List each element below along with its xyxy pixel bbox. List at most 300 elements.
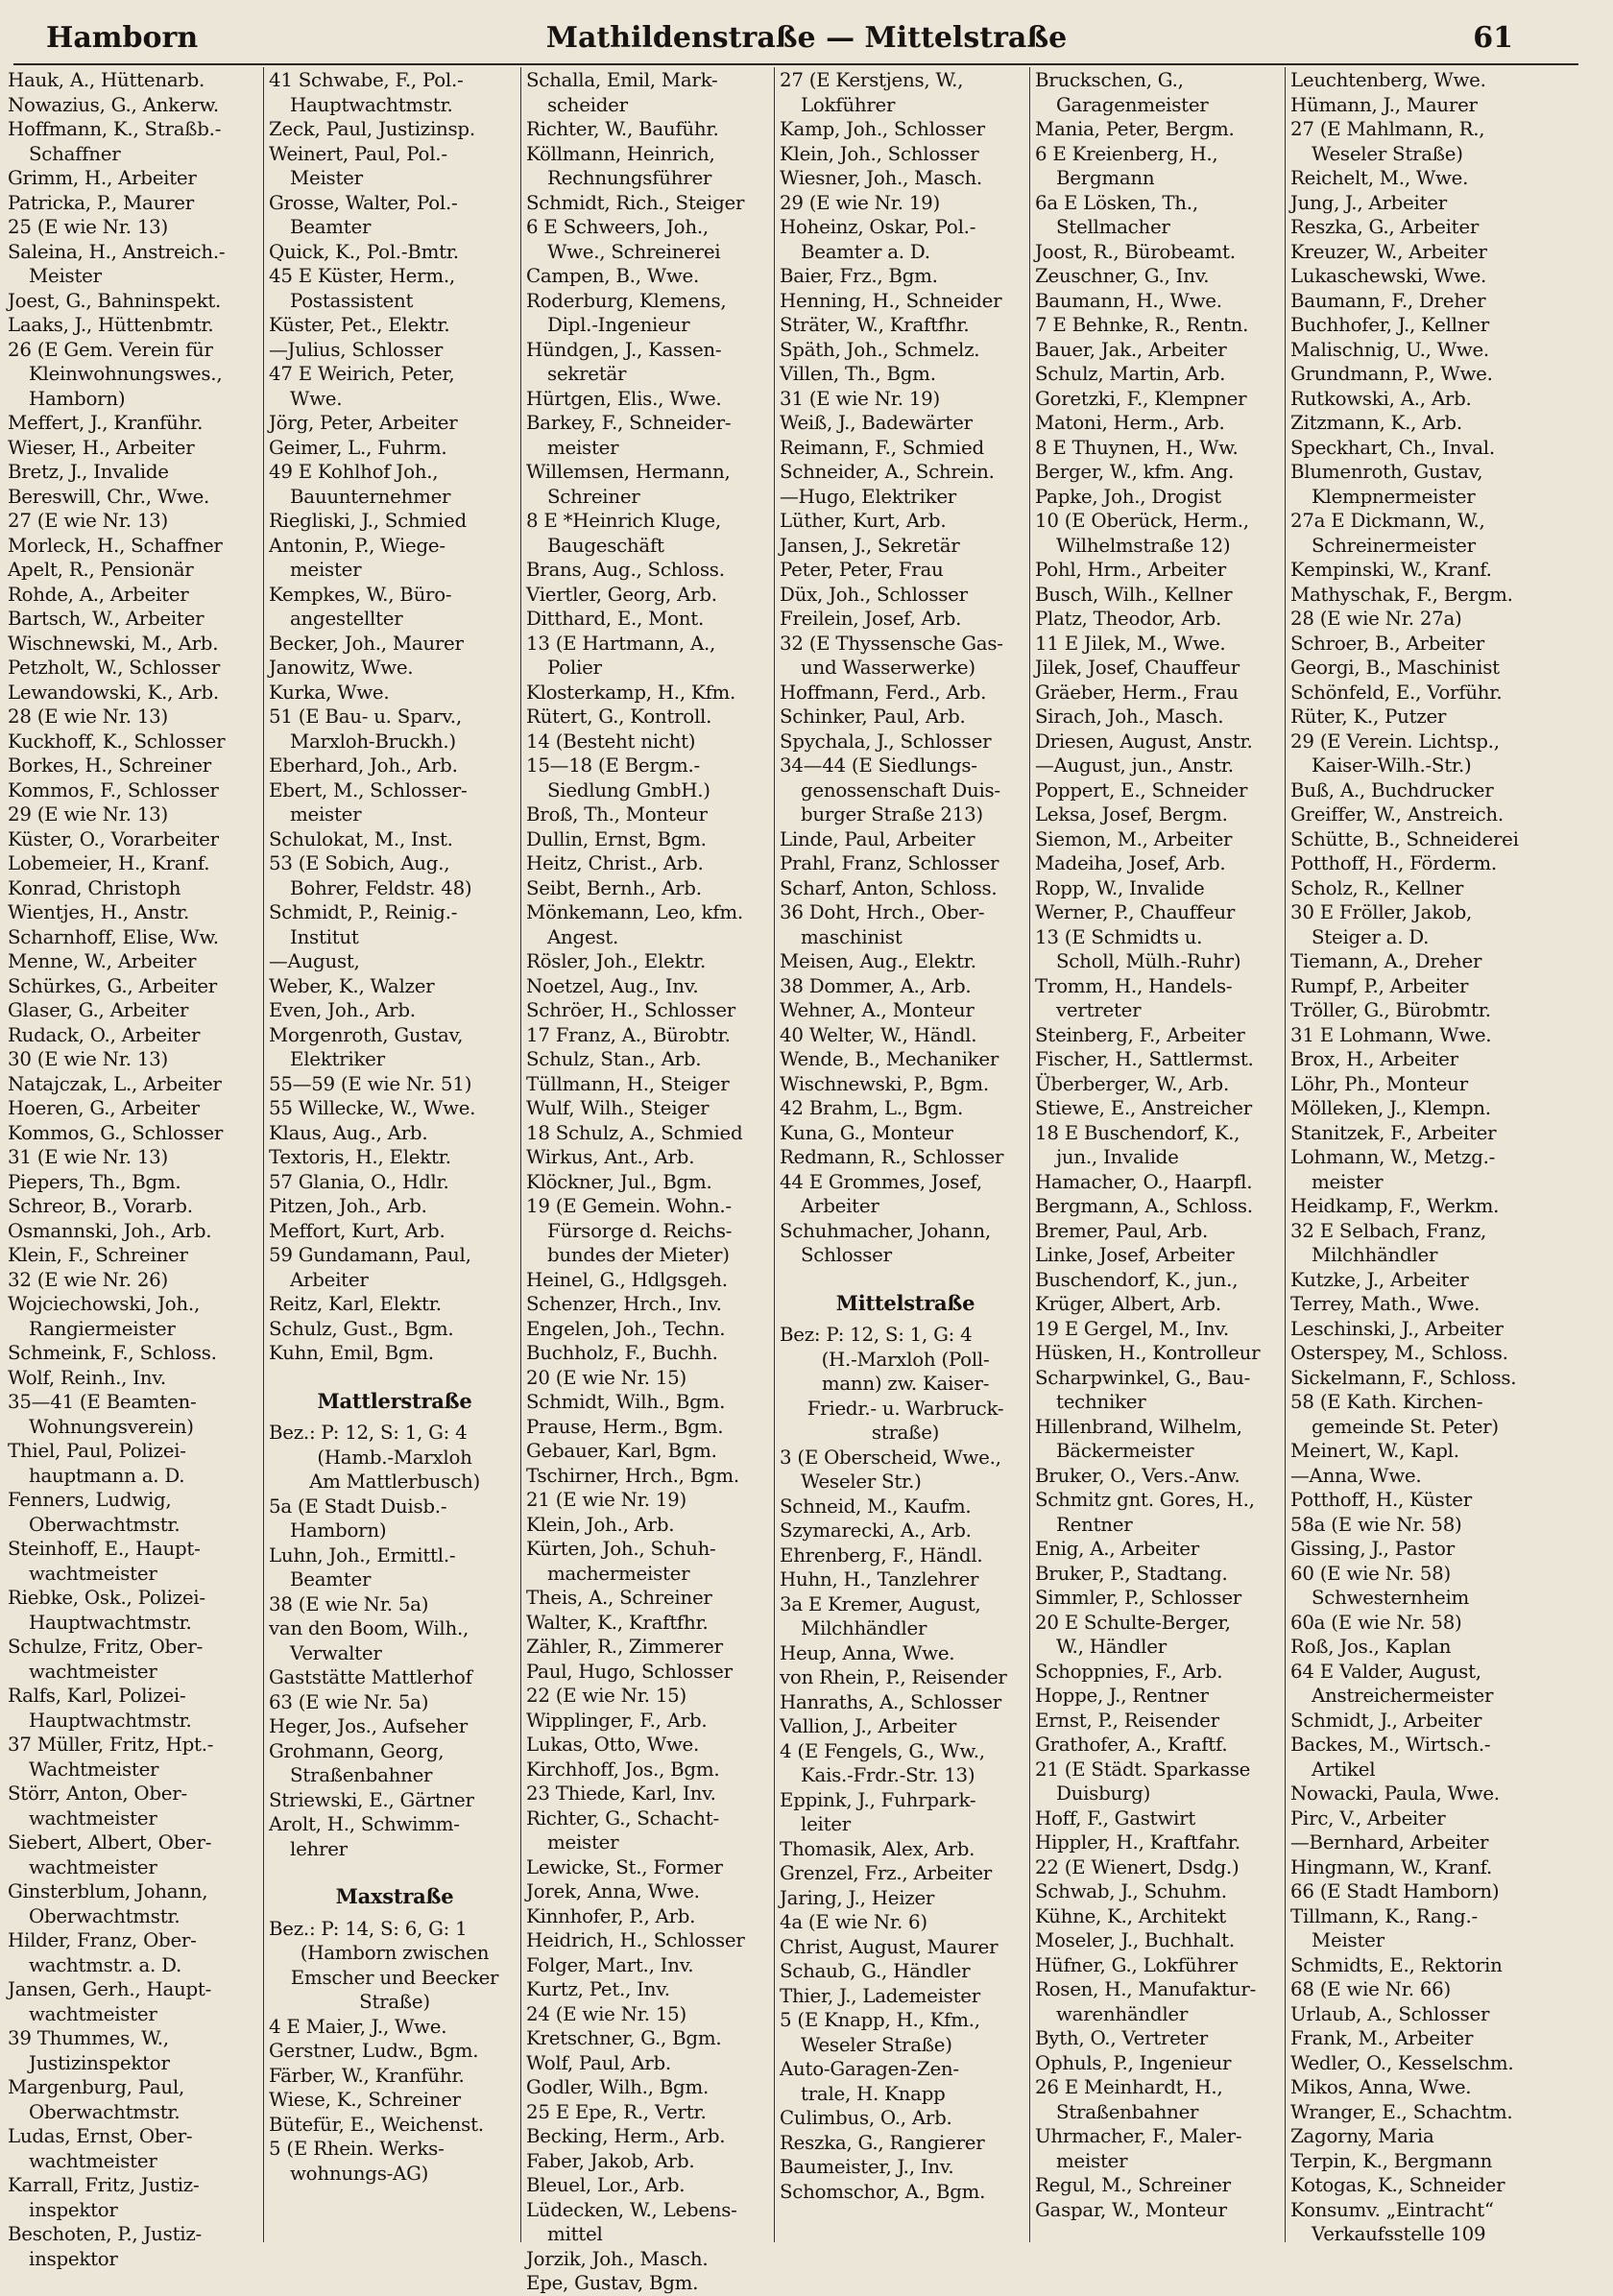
entry-continuation: wachtmeister	[29, 2002, 157, 2025]
entry-line: 29 (E wie Nr. 19)	[780, 191, 940, 214]
entry-line: Wiesner, Joh., Masch.	[780, 167, 982, 189]
entry-line: Walter, K., Kraftfhr.	[526, 1611, 709, 1634]
district-info: Bez.: P: 14, S: 6, G: 1	[269, 1917, 468, 1940]
entry-line: Hoffmann, Ferd., Arb.	[780, 681, 987, 704]
entry-line: Sträter, W., Kraftfhr.	[780, 314, 970, 336]
entry-line: Gaststätte Mattlerhof	[269, 1666, 472, 1688]
entry-line: Buß, A., Buchdrucker	[1290, 778, 1494, 801]
entry-continuation: W., Händler	[1056, 1636, 1167, 1658]
entry-line: Peter, Peter, Frau	[780, 559, 944, 581]
entry-line: 21 (E Städt. Sparkasse	[1035, 1758, 1251, 1781]
entry-line: Kuna, G., Monteur	[780, 1121, 953, 1144]
entry-line: —Hugo, Elektriker	[780, 485, 957, 508]
entry-line: Lüdecken, W., Lebens-	[526, 2198, 737, 2221]
entry-line: Konrad, Christoph	[8, 876, 181, 899]
entry-line: Joost, R., Bürobeamt.	[1035, 240, 1236, 263]
street-location: Am Mattlerbusch)	[309, 1471, 480, 1493]
entry-line: 32 E Selbach, Franz,	[1290, 1219, 1487, 1242]
entry-line: Hoeren, G., Arbeiter	[8, 1097, 200, 1119]
entry-line: Becking, Herm., Arb.	[526, 2125, 726, 2147]
entry-line: 31 E Lohmann, Wwe.	[1290, 1023, 1492, 1046]
entry-line: Weber, K., Walzer	[269, 974, 435, 997]
entry-continuation: Siedlung GmbH.)	[547, 778, 710, 801]
entry-continuation: Beamter	[290, 1568, 372, 1590]
entry-line: Hingmann, W., Kranf.	[1290, 1855, 1492, 1878]
entry-line: Folger, Mart., Inv.	[526, 1953, 694, 1976]
directory-column-2	[269, 68, 520, 2245]
entry-line: Poppert, E., Schneider	[1035, 778, 1248, 801]
entry-line: Kotogas, K., Schneider	[1290, 2174, 1505, 2196]
entry-line: Zeuschner, G., Inv.	[1035, 265, 1210, 287]
entry-line: Ginsterblum, Johann,	[8, 1880, 208, 1902]
entry-line: Kutzke, J., Arbeiter	[1290, 1268, 1469, 1291]
entry-line: Thiel, Paul, Polizei-	[8, 1440, 186, 1462]
street-location: (H.-Marxloh (Poll-	[821, 1348, 990, 1371]
entry-line: Lukaschewski, Wwe.	[1290, 265, 1487, 287]
entry-line: Weiß, J., Badewärter	[780, 412, 973, 434]
entry-line: Enig, A., Arbeiter	[1035, 1538, 1199, 1560]
entry-line: 13 (E Schmidts u.	[1035, 925, 1203, 948]
entry-line: Madeiha, Josef, Arb.	[1035, 852, 1226, 874]
entry-line: 30 E Fröller, Jakob,	[1290, 901, 1473, 923]
entry-line: Redmann, R., Schlosser	[780, 1146, 1004, 1168]
entry-line: Schmitz gnt. Gores, H.,	[1035, 1489, 1255, 1511]
entry-line: Zeck, Paul, Justizinsp.	[269, 118, 475, 140]
entry-line: 40 Welter, W., Händl.	[780, 1023, 977, 1046]
entry-line: Simmler, P., Schlosser	[1035, 1587, 1242, 1609]
street-heading: Mittelstraße	[835, 1290, 975, 1315]
entry-line: Mölleken, J., Klempn.	[1290, 1097, 1491, 1119]
entry-line: Schoppnies, F., Arb.	[1035, 1660, 1223, 1683]
entry-line: Bütefür, E., Weichenst.	[269, 2113, 484, 2136]
entry-line: Uhrmacher, F., Maler-	[1035, 2125, 1242, 2147]
entry-line: Buschendorf, K., jun.,	[1035, 1268, 1239, 1291]
entry-line: 31 (E wie Nr. 13)	[8, 1146, 168, 1168]
entry-line: Henning, H., Schneider	[780, 289, 1002, 312]
entry-line: 28 (E wie Nr. 13)	[8, 706, 168, 728]
entry-line: Baumann, F., Dreher	[1290, 289, 1486, 312]
street-heading: Mattlerstraße	[317, 1388, 472, 1413]
entry-line: 26 E Meinhardt, H.,	[1035, 2076, 1223, 2098]
entry-line: Rohde, A., Arbeiter	[8, 583, 189, 606]
entry-line: Theis, A., Schreiner	[526, 1587, 712, 1609]
entry-continuation: Garagenmeister	[1056, 93, 1209, 116]
entry-continuation: Beamter	[290, 216, 372, 238]
entry-continuation: Stellmacher	[1056, 216, 1170, 238]
entry-line: Prahl, Franz, Schlosser	[780, 852, 999, 874]
entry-line: Joest, G., Bahninspekt.	[8, 289, 222, 312]
entry-line: Morleck, H., Schaffner	[8, 534, 223, 557]
entry-line: Christ, August, Maurer	[780, 1935, 999, 1958]
street-location: mann) zw. Kaiser-	[821, 1373, 990, 1395]
entry-line: Huhn, H., Tanzlehrer	[780, 1568, 979, 1590]
entry-continuation: und Wasserwerke)	[801, 657, 975, 679]
entry-line: Byth, O., Vertreter	[1035, 2027, 1209, 2049]
entry-line: Paul, Hugo, Schlosser	[526, 1660, 733, 1683]
entry-line: Ditthard, E., Mont.	[526, 608, 705, 630]
entry-continuation: Oberwachtmstr.	[29, 2100, 181, 2123]
entry-line: 60 (E wie Nr. 58)	[1290, 1562, 1451, 1585]
entry-line: Schmidt, J., Arbeiter	[1290, 1709, 1482, 1732]
district-info: Bez: P: 12, S: 1, G: 4	[780, 1324, 973, 1346]
entry-line: Reimann, F., Schmied	[780, 436, 984, 459]
entry-line: 55 Willecke, W., Wwe.	[269, 1097, 476, 1119]
column-divider	[774, 67, 775, 2242]
entry-line: 27a E Dickmann, W.,	[1290, 510, 1485, 532]
entry-line: Margenburg, Paul,	[8, 2076, 185, 2098]
entry-line: Grosse, Walter, Pol.-	[269, 191, 458, 214]
entry-line: Lewicke, St., Former	[526, 1855, 723, 1878]
entry-line: Konsumv. „Eintracht“	[1290, 2198, 1494, 2221]
entry-line: Wischnewski, P., Bgm.	[780, 1072, 989, 1095]
entry-line: Stiewe, E., Anstreicher	[1035, 1097, 1252, 1119]
entry-line: Reitz, Karl, Elektr.	[269, 1293, 442, 1315]
entry-line: Lohmann, W., Metzg.-	[1290, 1146, 1496, 1168]
directory-column-6	[1290, 68, 1542, 2245]
entry-line: Urlaub, A., Schlosser	[1290, 2002, 1490, 2025]
entry-continuation: Scholl, Mülh.-Ruhr)	[1056, 950, 1241, 972]
entry-line: Pohl, Hrm., Arbeiter	[1035, 559, 1226, 581]
entry-line: Buchhofer, J., Kellner	[1290, 314, 1489, 336]
entry-line: Jorek, Anna, Wwe.	[526, 1880, 700, 1902]
entry-continuation: Wwe., Schreinerei	[547, 240, 721, 263]
street-location: Emscher und Beecker	[290, 1966, 499, 1989]
entry-line: 8 E *Heinrich Kluge,	[526, 510, 721, 532]
entry-line: Tschirner, Hrch., Bgm.	[526, 1464, 739, 1487]
entry-line: Jaring, J., Heizer	[780, 1886, 935, 1909]
entry-line: 24 (E wie Nr. 15)	[526, 2002, 686, 2025]
entry-line: 34—44 (E Siedlungs-	[780, 754, 977, 777]
entry-line: 28 (E wie Nr. 27a)	[1290, 608, 1462, 630]
entry-continuation: Baugeschäft	[547, 534, 664, 557]
entry-line: Wehner, A., Monteur	[780, 999, 975, 1021]
entry-line: Sirach, Joh., Masch.	[1035, 706, 1224, 728]
entry-line: Terrey, Math., Wwe.	[1290, 1293, 1481, 1315]
directory-column-1	[8, 68, 259, 2270]
entry-line: Baier, Frz., Bgm.	[780, 265, 938, 287]
entry-continuation: techniker	[1056, 1391, 1146, 1413]
entry-line: Lewandowski, K., Arb.	[8, 681, 219, 704]
entry-line: Bremer, Paul, Arb.	[1035, 1219, 1209, 1242]
entry-line: Siebert, Albert, Ober-	[8, 1831, 212, 1854]
entry-line: Seibt, Bernh., Arb.	[526, 876, 702, 899]
entry-continuation: Meister	[1312, 1929, 1384, 1951]
entry-line: Späth, Joh., Schmelz.	[780, 338, 980, 361]
entry-line: 29 (E wie Nr. 13)	[8, 803, 168, 825]
entry-line: 19 E Gergel, M., Inv.	[1035, 1317, 1229, 1340]
entry-line: Viertler, Georg, Arb.	[526, 583, 717, 606]
entry-continuation: Straßenbahner	[290, 1764, 433, 1786]
entry-line: Schönfeld, E., Vorführ.	[1290, 681, 1503, 704]
entry-line: —Julius, Schlosser	[269, 338, 444, 361]
entry-line: Schreor, B., Vorarb.	[8, 1195, 193, 1217]
entry-line: Broß, Th., Monteur	[526, 803, 708, 825]
entry-continuation: wachtmeister	[29, 1660, 157, 1683]
entry-line: Schwab, J., Schuhm.	[1035, 1880, 1227, 1902]
entry-line: Textoris, H., Elektr.	[269, 1146, 451, 1168]
entry-line: Lobemeier, H., Kranf.	[8, 852, 210, 874]
entry-line: Bauer, Jak., Arbeiter	[1035, 338, 1227, 361]
entry-line: Hippler, H., Kraftfahr.	[1035, 1831, 1240, 1854]
entry-line: Löhr, Ph., Monteur	[1290, 1072, 1468, 1095]
entry-line: Stanitzek, F., Arbeiter	[1290, 1121, 1497, 1144]
entry-line: Striewski, E., Gärtner	[269, 1788, 474, 1811]
entry-line: Schmidts, E., Rektorin	[1290, 1953, 1503, 1976]
entry-line: Klein, Joh., Schlosser	[780, 142, 979, 165]
entry-line: Potthoff, H., Küster	[1290, 1489, 1472, 1511]
entry-line: Kinnhofer, P., Arb.	[526, 1904, 696, 1927]
entry-continuation: Milchhändler	[1312, 1244, 1438, 1266]
entry-line: Tiemann, A., Dreher	[1290, 950, 1482, 972]
entry-line: Kirchhoff, Jos., Bgm.	[526, 1758, 720, 1781]
entry-line: Meffort, Kurt, Arb.	[269, 1219, 445, 1242]
entry-line: Wischnewski, M., Arb.	[8, 632, 219, 655]
entry-line: Störr, Anton, Ober-	[8, 1782, 187, 1805]
entry-line: Küster, Pet., Elektr.	[269, 314, 450, 336]
entry-line: Heidkamp, F., Werkm.	[1290, 1195, 1500, 1217]
entry-line: Hürtgen, Elis., Wwe.	[526, 387, 722, 410]
entry-line: Bruckschen, G.,	[1035, 69, 1184, 91]
entry-line: Überberger, W., Arb.	[1035, 1072, 1229, 1095]
entry-line: Papke, Joh., Drogist	[1035, 485, 1221, 508]
entry-line: Tüllmann, H., Steiger	[526, 1072, 730, 1095]
entry-continuation: Elektriker	[290, 1048, 385, 1070]
entry-line: Klöckner, Jul., Bgm.	[526, 1170, 712, 1193]
entry-line: 6 E Kreienberg, H.,	[1035, 142, 1218, 165]
entry-line: 8 E Thuynen, H., Ww.	[1035, 436, 1239, 459]
entry-line: Färber, W., Kranführ.	[269, 2064, 465, 2087]
entry-line: 32 (E Thyssensche Gas-	[780, 632, 1003, 655]
entry-line: 53 (E Sobich, Aug.,	[269, 852, 450, 874]
entry-line: Bereswill, Chr., Wwe.	[8, 485, 210, 508]
entry-continuation: Lokführer	[801, 93, 896, 116]
entry-continuation: Hauptwachtmstr.	[290, 93, 453, 116]
entry-line: Hamacher, O., Haarpfl.	[1035, 1170, 1253, 1193]
entry-line: Hilder, Franz, Ober-	[8, 1929, 197, 1951]
entry-line: Arolt, H., Schwimm-	[269, 1813, 460, 1835]
entry-line: Fenners, Ludwig,	[8, 1489, 172, 1511]
entry-line: Wolf, Paul, Arb.	[526, 2051, 671, 2074]
entry-line: Blumenroth, Gustav,	[1290, 461, 1483, 483]
entry-line: Tillmann, K., Rang.-	[1290, 1904, 1478, 1927]
entry-continuation: Verwalter	[290, 1641, 382, 1664]
entry-line: Matoni, Herm., Arb.	[1035, 412, 1225, 434]
entry-line: Nowacki, Paula, Wwe.	[1290, 1782, 1500, 1805]
entry-line: Heidrich, H., Schlosser	[526, 1929, 745, 1951]
entry-line: Gebauer, Karl, Bgm.	[526, 1440, 717, 1462]
entry-line: Schalla, Emil, Mark-	[526, 69, 718, 91]
entry-line: Siemon, M., Arbeiter	[1035, 827, 1233, 850]
entry-line: 57 Glania, O., Hdlr.	[269, 1170, 449, 1193]
entry-continuation: vertreter	[1056, 999, 1142, 1021]
entry-line: Engelen, Joh., Techn.	[526, 1317, 726, 1340]
entry-line: Grimm, H., Arbeiter	[8, 167, 197, 189]
entry-line: Schmidt, Rich., Steiger	[526, 191, 745, 214]
entry-line: Berger, W., kfm. Ang.	[1035, 461, 1235, 483]
entry-line: 6a E Lösken, Th.,	[1035, 191, 1198, 214]
entry-line: Gerstner, Ludw., Bgm.	[269, 2040, 479, 2062]
entry-line: Eberhard, Joh., Arb.	[269, 754, 458, 777]
entry-line: Jilek, Josef, Chauffeur	[1035, 657, 1240, 679]
entry-line: Hüsken, H., Kontrolleur	[1035, 1342, 1261, 1364]
street-location: straße)	[871, 1422, 940, 1444]
entry-continuation: Bäckermeister	[1056, 1440, 1194, 1462]
entry-line: Kurtz, Pet., Inv.	[526, 1978, 670, 2000]
directory-column-4	[780, 68, 1031, 2245]
entry-line: Köllmann, Heinrich,	[526, 142, 715, 165]
entry-continuation: jun., Invalide	[1056, 1146, 1179, 1168]
entry-line: Wipplinger, F., Arb.	[526, 1709, 708, 1732]
entry-line: Schneider, A., Schrein.	[780, 461, 995, 483]
entry-continuation: hauptmann a. D.	[29, 1464, 185, 1487]
district-info: Bez.: P: 12, S: 1, G: 4	[269, 1422, 468, 1444]
entry-line: Bretz, J., Invalide	[8, 461, 169, 483]
entry-line: 19 (E Gemein. Wohn.-	[526, 1195, 732, 1217]
entry-line: 3a E Kremer, August,	[780, 1592, 981, 1615]
entry-line: 21 (E wie Nr. 19)	[526, 1489, 686, 1511]
entry-continuation: Weseler Straße)	[801, 2033, 952, 2056]
entry-continuation: bundes der Mieter)	[547, 1244, 730, 1266]
entry-line: 42 Brahm, L., Bgm.	[780, 1097, 964, 1119]
column-divider	[520, 67, 521, 2242]
entry-line: Geimer, L., Fuhrm.	[269, 436, 447, 459]
entry-continuation: machermeister	[547, 1562, 690, 1585]
entry-line: Baumeister, J., Inv.	[780, 2156, 954, 2178]
entry-line: Kommos, F., Schlosser	[8, 778, 219, 801]
entry-continuation: Hamborn)	[290, 1519, 387, 1542]
entry-continuation: Wachtmeister	[29, 1758, 159, 1781]
entry-line: —Bernhard, Arbeiter	[1290, 1831, 1489, 1854]
column-divider	[263, 67, 264, 2242]
entry-line: Wulf, Wilh., Steiger	[526, 1097, 710, 1119]
entry-line: 3 (E Oberscheid, Wwe.,	[780, 1446, 1001, 1469]
entry-line: Glaser, G., Arbeiter	[8, 999, 189, 1021]
entry-line: 22 (E Wienert, Dsdg.)	[1035, 1855, 1240, 1878]
entry-line: 4a (E wie Nr. 6)	[780, 1911, 927, 1933]
entry-continuation: Bergmann	[1056, 167, 1155, 189]
entry-line: Lukas, Otto, Wwe.	[526, 1734, 699, 1756]
entry-line: 29 (E Verein. Lichtsp.,	[1290, 729, 1500, 753]
entry-line: Lüther, Kurt, Arb.	[780, 510, 947, 532]
entry-line: 47 E Weirich, Peter,	[269, 363, 455, 385]
entry-line: Moseler, J., Buchhalt.	[1035, 1929, 1235, 1951]
entry-line: Potthoff, H., Förderm.	[1290, 852, 1497, 874]
entry-line: Wientjes, H., Anstr.	[8, 901, 190, 923]
entry-line: 5 (E Rhein. Werks-	[269, 2138, 445, 2160]
entry-line: Brox, H., Arbeiter	[1290, 1048, 1458, 1070]
entry-line: Thier, J., Lademeister	[780, 1984, 980, 2007]
entry-line: 60a (E wie Nr. 58)	[1290, 1611, 1462, 1634]
entry-continuation: Artikel	[1312, 1758, 1376, 1781]
entry-line: Bruker, P., Stadtang.	[1035, 1562, 1228, 1585]
entry-line: 18 Schulz, A., Schmied	[526, 1121, 743, 1144]
entry-continuation: genossenschaft Duis-	[801, 778, 1000, 801]
entry-line: Wedler, O., Kesselschm.	[1290, 2051, 1514, 2074]
entry-line: Mania, Peter, Bergm.	[1035, 118, 1235, 140]
entry-line: 14 (Besteht nicht)	[526, 729, 696, 753]
entry-line: Wirkus, Ant., Arb.	[526, 1146, 695, 1168]
entry-continuation: trale, H. Knapp	[801, 2082, 946, 2105]
entry-line: —August,	[269, 950, 360, 972]
entry-line: Schuhmacher, Johann,	[780, 1219, 991, 1242]
entry-line: 7 E Behnke, R., Rentn.	[1035, 314, 1249, 336]
entry-line: Platz, Theodor, Arb.	[1035, 608, 1222, 630]
page-number: 61	[1473, 21, 1513, 55]
entry-line: Schenzer, Hrch., Inv.	[526, 1293, 722, 1315]
entry-line: Reszka, G., Arbeiter	[1290, 216, 1480, 238]
entry-continuation: Fürsorge d. Reichs-	[547, 1219, 733, 1242]
entry-line: 10 (E Oberück, Herm.,	[1035, 510, 1249, 532]
entry-line: Tromm, H., Handels-	[1035, 974, 1233, 997]
entry-continuation: scheider	[547, 93, 628, 116]
entry-continuation: Kleinwohnungswes.,	[29, 363, 223, 385]
entry-continuation: Institut	[290, 925, 359, 948]
entry-line: Kamp, Joh., Schlosser	[780, 118, 985, 140]
entry-line: 5a (E Stadt Duisb.-	[269, 1495, 447, 1518]
entry-line: Ophuls, P., Ingenieur	[1035, 2051, 1232, 2074]
entry-line: Scharnhoff, Elise, Ww.	[8, 925, 219, 948]
entry-line: 17 Franz, A., Bürobtr.	[526, 1023, 731, 1046]
entry-continuation: Klempnermeister	[1312, 485, 1476, 508]
entry-line: 25 (E wie Nr. 13)	[8, 216, 168, 238]
entry-line: Ropp, W., Invalide	[1035, 876, 1205, 899]
entry-line: Kurka, Wwe.	[269, 681, 390, 704]
entry-line: Hillenbrand, Wilhelm,	[1035, 1415, 1242, 1438]
entry-continuation: Duisburg)	[1056, 1782, 1151, 1805]
entry-line: Osterspey, M., Schloss.	[1290, 1342, 1508, 1364]
entry-continuation: Kais.-Frdr.-Str. 13)	[801, 1764, 975, 1786]
entry-line: Kuhn, Emil, Bgm.	[269, 1342, 434, 1364]
entry-line: Heitz, Christ., Arb.	[526, 852, 704, 874]
entry-line: Schmeink, F., Schloss.	[8, 1342, 217, 1364]
entry-line: Sickelmann, F., Schloss.	[1290, 1366, 1517, 1389]
entry-line: Schulze, Fritz, Ober-	[8, 1636, 204, 1658]
entry-line: Rösler, Joh., Elektr.	[526, 950, 707, 972]
entry-line: Kreuzer, W., Arbeiter	[1290, 240, 1487, 263]
entry-continuation: Postassistent	[290, 289, 414, 312]
entry-continuation: meister	[1312, 1170, 1384, 1193]
entry-line: Hündgen, J., Kassen-	[526, 338, 722, 361]
entry-line: 26 (E Gem. Verein für	[8, 338, 213, 361]
entry-line: Klein, Joh., Arb.	[526, 1513, 675, 1536]
entry-continuation: Hamborn)	[29, 387, 126, 410]
entry-continuation: Straßenbahner	[1056, 2100, 1199, 2123]
entry-continuation: Hauptwachtmstr.	[29, 1611, 192, 1634]
entry-continuation: Schlosser	[801, 1244, 892, 1266]
entry-line: Barkey, F., Schneider-	[526, 412, 732, 434]
entry-line: Wojciechowski, Joh.,	[8, 1293, 200, 1315]
entry-line: 18 E Buschendorf, K.,	[1035, 1121, 1240, 1144]
entry-continuation: Schreiner	[547, 485, 640, 508]
entry-continuation: Arbeiter	[290, 1268, 369, 1291]
entry-line: Regul, M., Schreiner	[1035, 2174, 1231, 2196]
entry-line: Wolf, Reinh., Inv.	[8, 1366, 166, 1389]
entry-line: Szymarecki, A., Arb.	[780, 1519, 972, 1542]
entry-line: Linke, Josef, Arbeiter	[1035, 1244, 1235, 1266]
entry-line: Luhn, Joh., Ermittl.-	[269, 1543, 456, 1567]
entry-line: Schürkes, G., Arbeiter	[8, 974, 217, 997]
entry-line: Bruker, O., Vers.-Anw.	[1035, 1464, 1240, 1487]
entry-line: Jorzik, Joh., Masch.	[526, 2247, 709, 2270]
entry-line: Malischnig, U., Wwe.	[1290, 338, 1489, 361]
entry-line: 58 (E Kath. Kirchen-	[1290, 1391, 1483, 1413]
entry-continuation: Meister	[29, 265, 102, 287]
entry-line: Jörg, Peter, Arbeiter	[269, 412, 458, 434]
entry-line: Bartsch, W., Arbeiter	[8, 608, 205, 630]
entry-line: 35—41 (E Beamten-	[8, 1391, 197, 1413]
entry-continuation: meister	[1056, 2149, 1128, 2172]
street-location: (Hamb.-Marxloh	[317, 1446, 472, 1469]
